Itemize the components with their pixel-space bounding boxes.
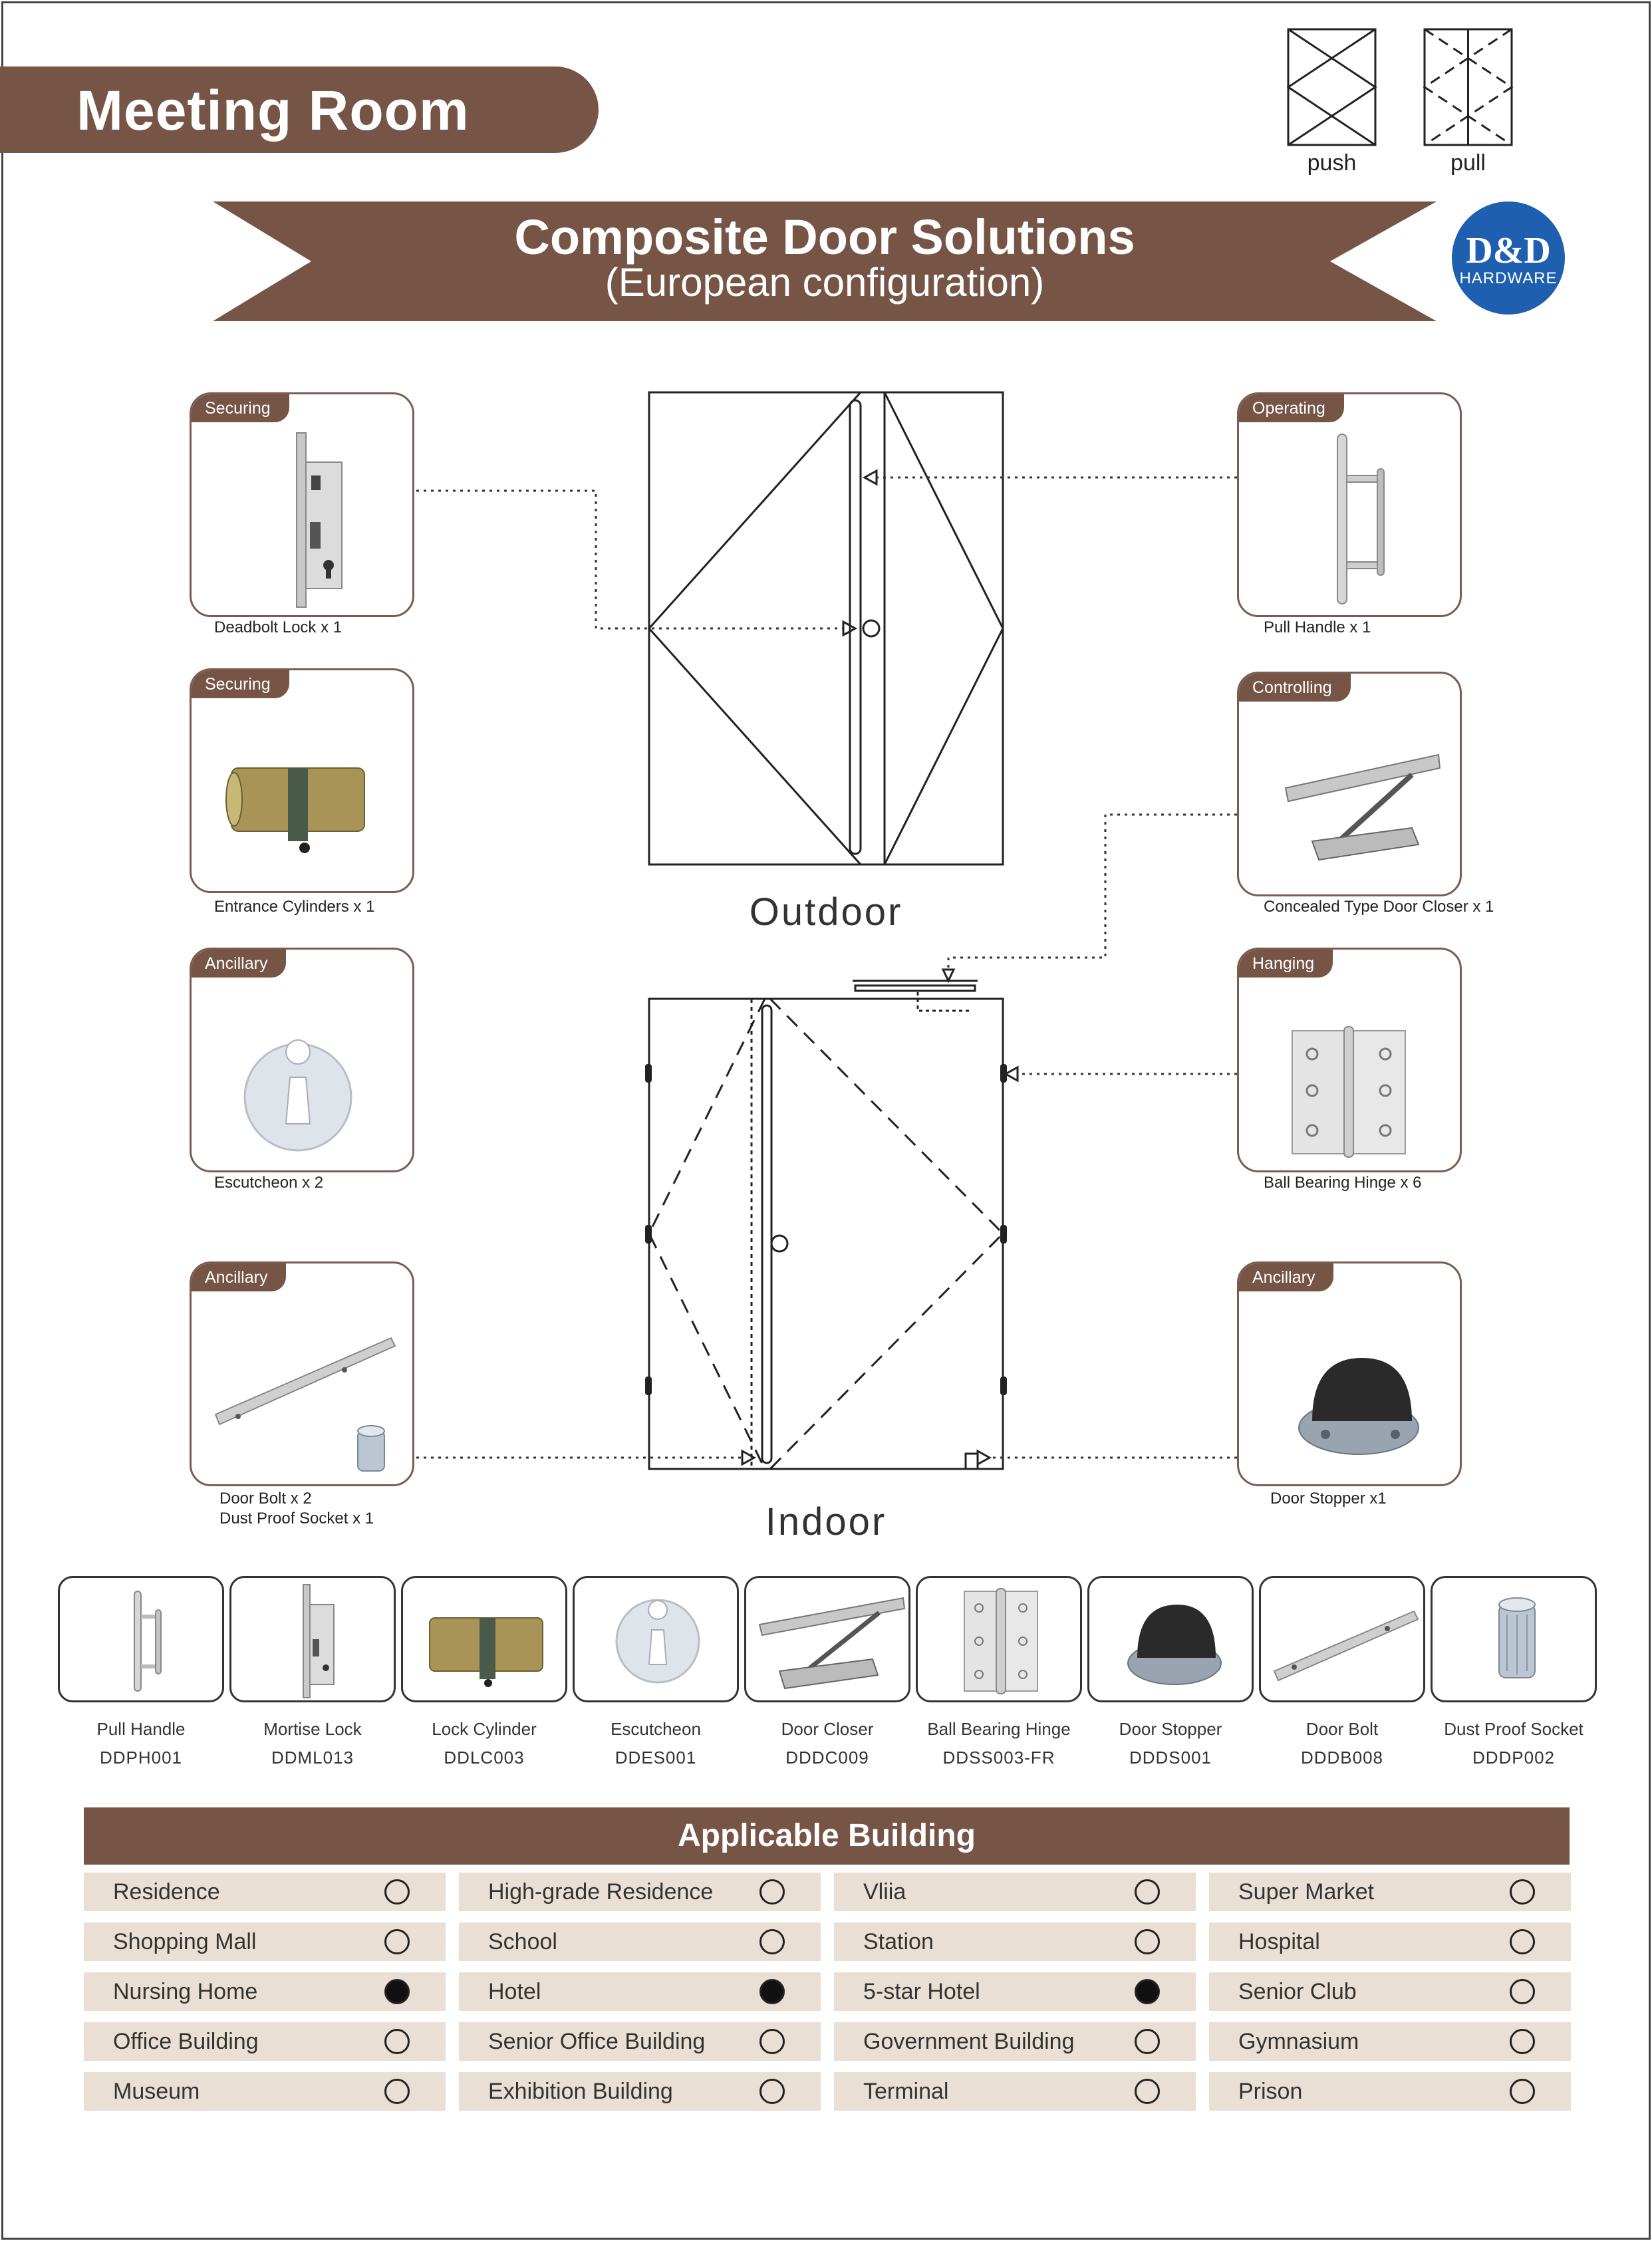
door-closer-card[interactable] bbox=[1237, 672, 1462, 896]
unselected-radio-icon[interactable] bbox=[1510, 1979, 1535, 2004]
product-thumbnail-escutcheon[interactable] bbox=[573, 1576, 739, 1702]
selected-radio-icon[interactable] bbox=[759, 1979, 785, 2004]
building-option-label: Hospital bbox=[1238, 1929, 1320, 1954]
hinge-icon bbox=[1259, 984, 1444, 1164]
building-option bbox=[834, 2072, 1196, 2111]
unselected-radio-icon[interactable] bbox=[1135, 1929, 1160, 1954]
pull-handle-caption: Pull Handle x 1 bbox=[1264, 618, 1371, 636]
dust-proof-socket-caption: Dust Proof Socket x 1 bbox=[219, 1510, 374, 1527]
building-option bbox=[84, 1922, 446, 1961]
building-option bbox=[1209, 2072, 1571, 2111]
building-option-label: Government Building bbox=[863, 2029, 1075, 2054]
product-thumbnail-pull-handle[interactable] bbox=[58, 1576, 224, 1702]
building-option-label: Exhibition Building bbox=[488, 2079, 673, 2104]
card-tag: Ancillary bbox=[192, 1263, 286, 1291]
unselected-radio-icon[interactable] bbox=[1135, 1879, 1160, 1905]
pull-legend-label: pull bbox=[1450, 150, 1486, 176]
product-code: DDDP002 bbox=[1472, 1748, 1556, 1768]
product-code: DDML013 bbox=[271, 1748, 354, 1768]
selected-radio-icon[interactable] bbox=[1135, 1979, 1160, 2004]
hinge-icon bbox=[918, 1578, 1082, 1702]
card-tag: Controlling bbox=[1239, 674, 1351, 702]
building-option-label: 5-star Hotel bbox=[863, 1979, 980, 2004]
unselected-radio-icon[interactable] bbox=[759, 1929, 785, 1954]
unselected-radio-icon[interactable] bbox=[1510, 1879, 1535, 1905]
product-code: DDSS003-FR bbox=[942, 1748, 1055, 1768]
product-thumbnail-door-closer[interactable] bbox=[744, 1576, 910, 1702]
product-name: Door Bolt bbox=[1306, 1719, 1379, 1739]
unselected-radio-icon[interactable] bbox=[1135, 2029, 1160, 2054]
building-option-label: Museum bbox=[113, 2079, 200, 2104]
brand-logo[interactable] bbox=[1452, 201, 1565, 315]
product-code: DDPH001 bbox=[99, 1748, 183, 1768]
building-option bbox=[834, 2022, 1196, 2061]
door-bolt-card[interactable] bbox=[190, 1261, 414, 1486]
door-stopper-caption: Door Stopper x1 bbox=[1270, 1490, 1387, 1508]
card-tag: Securing bbox=[192, 394, 289, 422]
banner-title: Composite Door Solutions bbox=[514, 209, 1135, 265]
pull-handle-card[interactable] bbox=[1237, 392, 1462, 617]
product-thumbnail-hinge[interactable] bbox=[916, 1576, 1082, 1702]
building-option-label: Super Market bbox=[1238, 1879, 1375, 1905]
door-closer-caption: Concealed Type Door Closer x 1 bbox=[1264, 898, 1494, 916]
building-option bbox=[1209, 1873, 1571, 1911]
outdoor-label: Outdoor bbox=[749, 890, 903, 934]
product-code: DDDS001 bbox=[1129, 1748, 1212, 1768]
product-code: DDLC003 bbox=[444, 1748, 525, 1768]
building-option bbox=[84, 1972, 446, 2011]
building-option-label: Station bbox=[863, 1929, 934, 1954]
push-legend-label: push bbox=[1307, 150, 1357, 176]
door-closer-icon bbox=[746, 1578, 910, 1702]
door-stopper-card[interactable] bbox=[1237, 1261, 1462, 1486]
deadbolt-lock-icon bbox=[211, 429, 396, 608]
unselected-radio-icon[interactable] bbox=[1510, 1929, 1535, 1954]
building-option bbox=[459, 1873, 821, 1911]
building-option-label: Shopping Mall bbox=[113, 1929, 257, 1954]
building-option bbox=[1209, 2022, 1571, 2061]
building-option bbox=[459, 1972, 821, 2011]
building-option-label: Nursing Home bbox=[113, 1979, 258, 2004]
indoor-label: Indoor bbox=[765, 1500, 887, 1543]
building-option bbox=[834, 1873, 1196, 1911]
building-option bbox=[1209, 1972, 1571, 2011]
product-thumbnail-mortise-lock[interactable] bbox=[229, 1576, 396, 1702]
building-option bbox=[459, 1922, 821, 1961]
selected-radio-icon[interactable] bbox=[384, 1979, 410, 2004]
door-bolt-icon bbox=[211, 1298, 396, 1478]
product-name: Mortise Lock bbox=[263, 1719, 362, 1739]
building-option-label: Office Building bbox=[113, 2029, 259, 2054]
escutcheon-caption: Escutcheon x 2 bbox=[214, 1174, 324, 1192]
building-option bbox=[834, 1972, 1196, 2011]
deadbolt-lock-card[interactable] bbox=[190, 392, 414, 617]
card-tag: Ancillary bbox=[192, 950, 286, 978]
building-option bbox=[834, 1922, 1196, 1961]
card-tag: Securing bbox=[192, 670, 289, 698]
push-legend-icon bbox=[1287, 28, 1377, 146]
hinge-caption: Ball Bearing Hinge x 6 bbox=[1264, 1174, 1422, 1192]
building-option-label: Hotel bbox=[488, 1979, 541, 2004]
product-name: Pull Handle bbox=[96, 1719, 186, 1739]
product-name: Door Stopper bbox=[1119, 1719, 1222, 1739]
product-thumbnail-lock-cylinder[interactable] bbox=[401, 1576, 567, 1702]
unselected-radio-icon[interactable] bbox=[384, 2029, 410, 2054]
product-name: Escutcheon bbox=[611, 1719, 701, 1739]
product-thumbnail-dust-proof-socket[interactable] bbox=[1431, 1576, 1597, 1702]
unselected-radio-icon[interactable] bbox=[759, 2029, 785, 2054]
building-option-label: Residence bbox=[113, 1879, 220, 1905]
building-option bbox=[84, 2072, 446, 2111]
escutcheon-icon bbox=[211, 984, 396, 1164]
building-option-label: High-grade Residence bbox=[488, 1879, 714, 1905]
section-title-pill bbox=[0, 66, 599, 153]
escutcheon-icon bbox=[575, 1578, 739, 1702]
building-option-label: Terminal bbox=[863, 2079, 949, 2104]
product-thumbnail-door-bolt[interactable] bbox=[1259, 1576, 1425, 1702]
unselected-radio-icon[interactable] bbox=[1135, 2079, 1160, 2104]
escutcheon-card[interactable] bbox=[190, 948, 414, 1172]
product-name: Ball Bearing Hinge bbox=[927, 1719, 1071, 1739]
product-name: Dust Proof Socket bbox=[1444, 1719, 1583, 1739]
logo-sub-text: HARDWARE bbox=[1459, 269, 1558, 287]
unselected-radio-icon[interactable] bbox=[759, 1879, 785, 1905]
building-option bbox=[459, 2022, 821, 2061]
card-tag: Ancillary bbox=[1239, 1263, 1333, 1291]
deadbolt-lock-caption: Deadbolt Lock x 1 bbox=[214, 618, 343, 636]
card-tag: Hanging bbox=[1239, 950, 1333, 978]
lock-cylinder-icon bbox=[211, 705, 396, 884]
product-code: DDES001 bbox=[615, 1748, 697, 1768]
product-thumbnail-door-stopper[interactable] bbox=[1087, 1576, 1254, 1702]
entrance-cylinder-caption: Entrance Cylinders x 1 bbox=[214, 898, 375, 916]
building-option bbox=[84, 1873, 446, 1911]
door-bolt-caption: Door Bolt x 2 bbox=[219, 1490, 312, 1508]
unselected-radio-icon[interactable] bbox=[1510, 2029, 1535, 2054]
pull-handle-icon bbox=[1259, 429, 1444, 608]
lock-cylinder-icon bbox=[403, 1578, 567, 1702]
banner-subtitle: (European configuration) bbox=[605, 260, 1045, 305]
section-title: Meeting Room bbox=[76, 79, 470, 142]
building-option bbox=[459, 2072, 821, 2111]
building-option-label: Gymnasium bbox=[1238, 2029, 1359, 2054]
mortise-lock-icon bbox=[231, 1578, 396, 1702]
building-option-label: Senior Office Building bbox=[488, 2029, 706, 2054]
building-option-label: School bbox=[488, 1929, 557, 1954]
dust-proof-socket-icon bbox=[1433, 1578, 1597, 1702]
unselected-radio-icon[interactable] bbox=[384, 1879, 410, 1905]
unselected-radio-icon[interactable] bbox=[759, 2079, 785, 2104]
logo-main-text: D&D bbox=[1466, 230, 1551, 271]
unselected-radio-icon[interactable] bbox=[384, 1929, 410, 1954]
unselected-radio-icon[interactable] bbox=[384, 2079, 410, 2104]
unselected-radio-icon[interactable] bbox=[1510, 2079, 1535, 2104]
building-option-label: Vliia bbox=[863, 1879, 906, 1905]
building-option-label: Senior Club bbox=[1238, 1979, 1357, 2004]
applicable-building-header: Applicable Building bbox=[84, 1807, 1570, 1865]
building-option bbox=[1209, 1922, 1571, 1961]
building-option bbox=[84, 2022, 446, 2061]
door-closer-icon bbox=[1259, 708, 1444, 888]
door-stopper-icon bbox=[1259, 1298, 1444, 1478]
hinge-card[interactable] bbox=[1237, 948, 1462, 1172]
product-name: Door Closer bbox=[781, 1719, 874, 1739]
pull-handle-icon bbox=[60, 1578, 224, 1702]
pull-legend-icon bbox=[1423, 28, 1513, 146]
entrance-cylinder-card[interactable] bbox=[190, 668, 414, 893]
product-code: DDDB008 bbox=[1300, 1748, 1384, 1768]
building-option-label: Prison bbox=[1238, 2079, 1303, 2104]
product-code: DDDC009 bbox=[785, 1748, 869, 1768]
card-tag: Operating bbox=[1239, 394, 1344, 422]
product-name: Lock Cylinder bbox=[432, 1719, 537, 1739]
door-stopper-icon bbox=[1089, 1578, 1254, 1702]
door-bolt-icon bbox=[1261, 1578, 1425, 1702]
